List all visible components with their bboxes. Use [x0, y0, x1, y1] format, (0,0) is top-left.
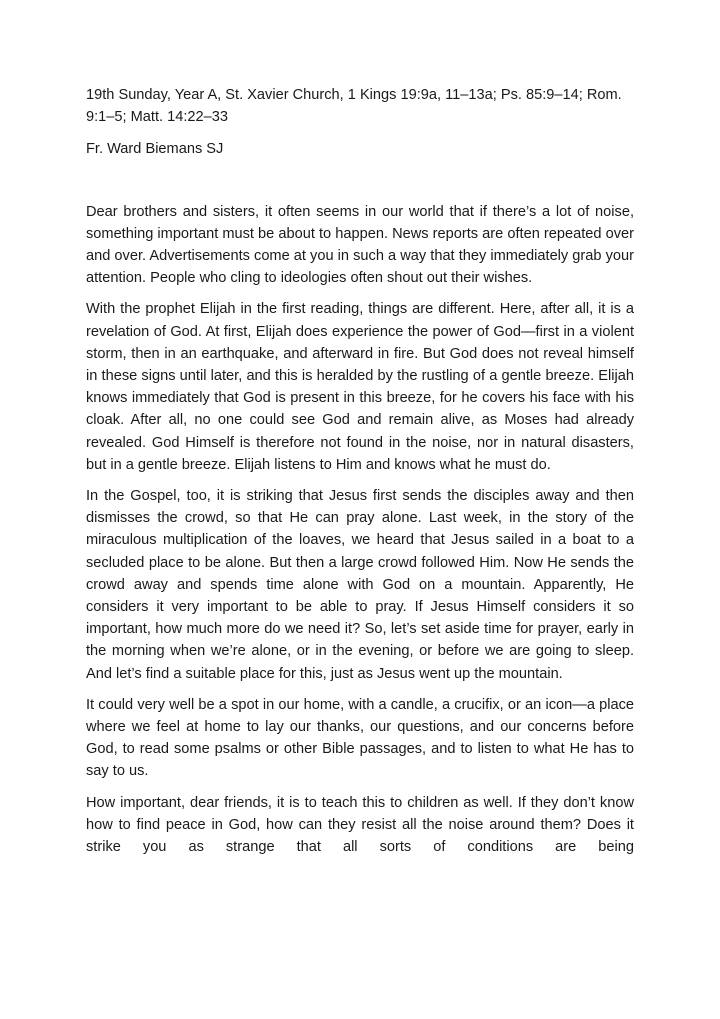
sermon-heading: 19th Sunday, Year A, St. Xavier Church, 1 Kings 19:9a, 11–13a; Ps. 85:9–14; Rom. 9:1–5; Matt. 14:22–33	[86, 87, 622, 126]
author-line: Fr. Ward Biemans SJ	[86, 141, 224, 158]
paragraph-3: In the Gospel, too, it is striking that Jesus first sends the disciples away and then dismisses the crowd, so that He can pray alone. Last week, in the story of the miraculous multiplication of the loaves, we heard that Jesus sailed in a boat to a secluded place to be alone. But then a large crowd followed Him. Now He sends the crowd away and spends time alone with God on a mountain. Apparently, He considers it very important to be able to pray. If Jesus Himself considers it so important, how much more do we need it? So, let’s set aside time for prayer, early in the morning when we’re alone, or in the evening, or before we are going to sleep. And let’s find a suitable place for this, just as Jesus went up the mountain.	[86, 488, 634, 682]
paragraph-1: Dear brothers and sisters, it often seems in our world that if there’s a lot of noise, something important must be about to happen. News reports are often repeated over and over. Advertisements come at you in such a way that they immediately grab your attention. People who cling to ideologies often shout out their wishes.	[86, 203, 634, 287]
paragraph-5: How important, dear friends, it is to teach this to children as well. If they don’t know how to find peace in God, how can they resist all the noise around them? Does it strike you as strange that all sorts of conditions are being	[86, 794, 634, 856]
paragraph-2: With the prophet Elijah in the first reading, things are different. Here, after all, it is a revelation of God. At first, Elijah does experience the power of God—first in a violent storm, then in an earthquake, and afterward in fire. But God does not reveal himself in these signs until later, and this is heralded by the rustling of a gentle breeze. Elijah knows immediately that God is present in this breeze, for he covers his face with his cloak. After all, no one could see God and remain alive, as Moses had already revealed. God Himself is therefore not found in the noise, nor in natural disasters, but in a gentle breeze. Elijah listens to Him and knows what he must do.	[86, 301, 634, 473]
paragraph-4: It could very well be a spot in our home, with a candle, a crucifix, or an icon—a place where we feel at home to lay our thanks, our questions, and our concerns before God, to read some psalms or other Bible passages, and to listen to what He has to say to us.	[86, 696, 634, 780]
